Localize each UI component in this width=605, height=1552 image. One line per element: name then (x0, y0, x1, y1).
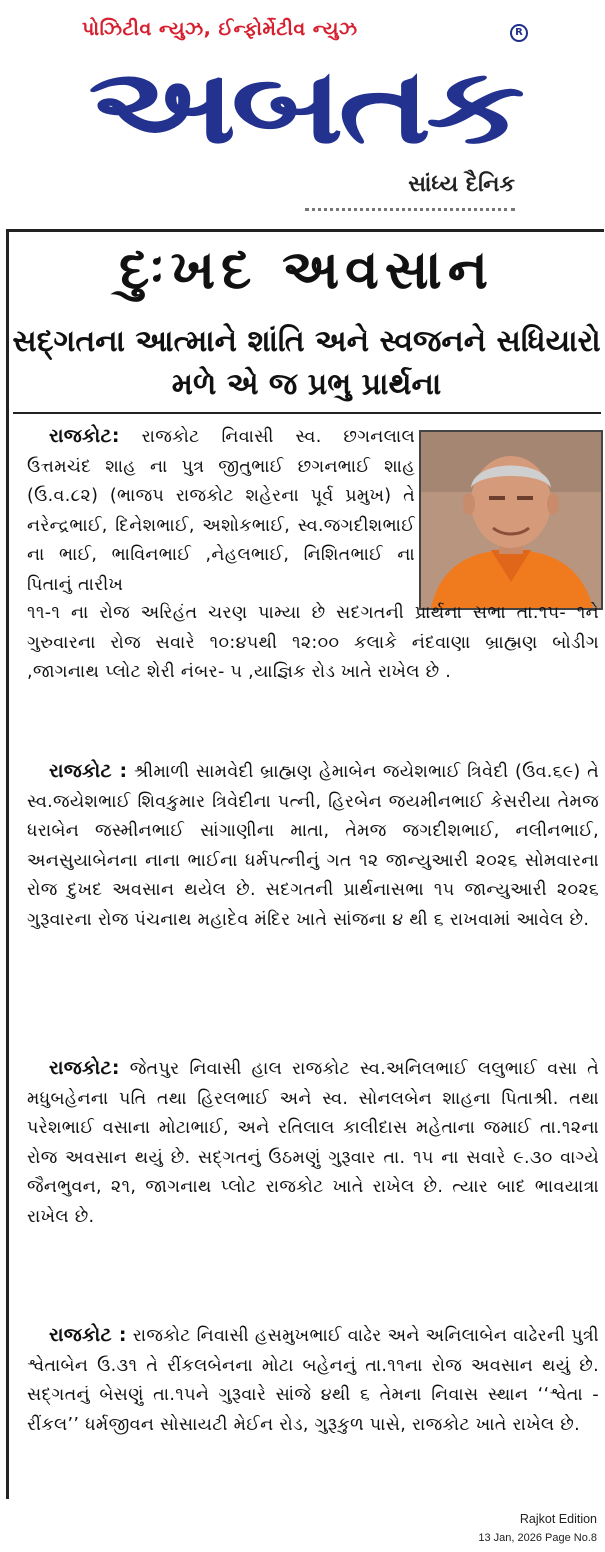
masthead-divider (305, 204, 515, 211)
article-subheadline: સદ્ગતના આત્માને શાંતિ અને સ્વજનને સધિયારો મળે એ જ પ્રભુ પ્રાર્થના (12, 324, 601, 402)
registered-mark-icon: R (510, 24, 528, 42)
article-headline: દુઃખદ અવસાન (119, 238, 494, 301)
paragraph-4-dateline: રાજકોટ : (49, 1324, 127, 1346)
portrait-photo (419, 430, 603, 610)
newspaper-logo (84, 42, 524, 170)
paragraph-3-text: જેતપુર નિવાસી હાલ રાજકોટ સ્વ.અનિલભાઈ લલુભાઈ વસા તે મધુબહેનના પતિ તથા હિરલભાઈ અને સ્વ. સોનલબેન શાહના પિતાશ્રી. તથા પરેશભાઈ વસાના મોટાભાઈ, અને રતિલાલ કાલીદાસ મહેતાના જમાઈ તા.૧૨ના રોજ અવસાન થયું છે. સદ્ગતનું ઉઠમણું ગુરૂવાર તા. ૧૫ ના સવારે ૯.૩૦ વાગ્યે જૈનભુવન, ૨૧, જાગનાથ પ્લોટ રાજકોટ ખાતે રાખેલ છે. ત્યાર બાદ ભાવયાત્રા રાખેલ છે. (27, 1059, 599, 1227)
paragraph-4-text: રાજકોટ નિવાસી હસમુખભાઈ વાઢેર અને અનિલાબેન વાઢેરની પુત્રી શ્વેતાબેન ઉ.૩૧ તે રીંકલબેનના મોટા બહેનનું તા.૧૧ના રોજ અવસાન થયું છે. સદ્ગતનું બેસણું તા.૧૫ને ગુરૂવારે સાંજે ૪થી ૬ તેમના નિવાસ સ્થાન ‘‘શ્વેતા - રીંકલ’’ ધર્મજીવન સોસાયટી મેઈન રોડ, ગુરૂકુળ પાસે, રાજકોટ ખાતે રાખેલ છે. (27, 1326, 599, 1435)
obituary-paragraph-2 (27, 757, 599, 936)
obituary-paragraph-3 (27, 1054, 599, 1233)
footer-edition: Rajkot Edition (519, 1512, 597, 1526)
paragraph-3-dateline: રાજકોટ: (49, 1057, 120, 1079)
paragraph-2-dateline: રાજકોટ : (49, 760, 128, 782)
edition-name: સાંધ્ય દૈનિક (408, 172, 515, 197)
obituary-paragraph-4 (27, 1321, 599, 1440)
portrait-photo-image (421, 432, 601, 608)
paragraph-1-text-part1: રાજકોટ નિવાસી સ્વ. છગનલાલ ઉત્તમચંદ શાહ ના પુત્ર જીતુભાઈ છગનભાઈ શાહ (ઉ.વ.૮૨) (ભાજપ રાજકોટ શહેરના પૂર્વ પ્રમુખ) તે નરેન્દ્રભાઈ, દિનેશભાઈ, અશોકભાઈ, સ્વ.જગદીશભાઈ ના ભાઈ, ભાવિનભાઈ ,નેહલભાઈ, નિશિતભાઈ ના પિતાનું તારીખ (27, 427, 415, 595)
headline-divider (13, 412, 601, 414)
tagline: પોઝિટીવ ન્યુઝ, ઈન્ફોર્મેટીવ ન્યુઝ (82, 18, 358, 40)
obituary-paragraph-1a (27, 422, 415, 601)
paragraph-1-dateline: રાજકોટ: (49, 425, 120, 447)
footer-date-page: 13 Jan, 2026 Page No.8 (478, 1532, 597, 1544)
obituary-article (6, 229, 604, 1499)
masthead (0, 0, 605, 218)
paragraph-1-text-part2: ૧૧-૧ ના રોજ અરિહંત ચરણ પામ્યા છે સદગતની પ્રાર્થના સભા તા.૧૫- ૧ને ગુરુવારના રોજ સવારે ૧૦:૪૫થી ૧૨:૦૦ કલાકે નંદવાણા બ્રાહ્મણ બોડીગ ,જાગનાથ પ્લોટ શેરી નંબર- ૫ ,યાજ્ઞિક રોડ ખાતે રાખેલ છે . (27, 603, 599, 683)
paragraph-2-text: શ્રીમાળી સામવેદી બ્રાહ્મણ હેમાબેન જયેશભાઈ ત્રિવેદી (ઉવ.૬૯) તે સ્વ.જયેશભાઈ શિવકુમાર ત્રિવેદીના પત્ની, હિરબેન જયમીનભાઈ કેસરીયા તેમજ ધરાબેન જસ્મીનભાઈ સાંગાણીના માતા, તેમજ જગદીશભાઈ, નલીનભાઈ, અનસુયાબેનના નાના ભાઈના ધર્મપત્નીનું ગત ૧૨ જાન્યુઆરી ૨૦૨૬ સોમવારના રોજ દુખદ અવસાન થયેલ છે. સદગતની પ્રાર્થનાસભા ૧૫ જાન્યુઆરી ૨૦૨૬ ગુરૂવારના રોજ પંચનાથ મહાદેવ મંદિર ખાતે સાંજના ૪ થી ૬ રાખવામાં આવેલ છે. (27, 762, 599, 930)
logo-text: અબતક (88, 45, 520, 167)
obituary-paragraph-1b (27, 599, 599, 688)
